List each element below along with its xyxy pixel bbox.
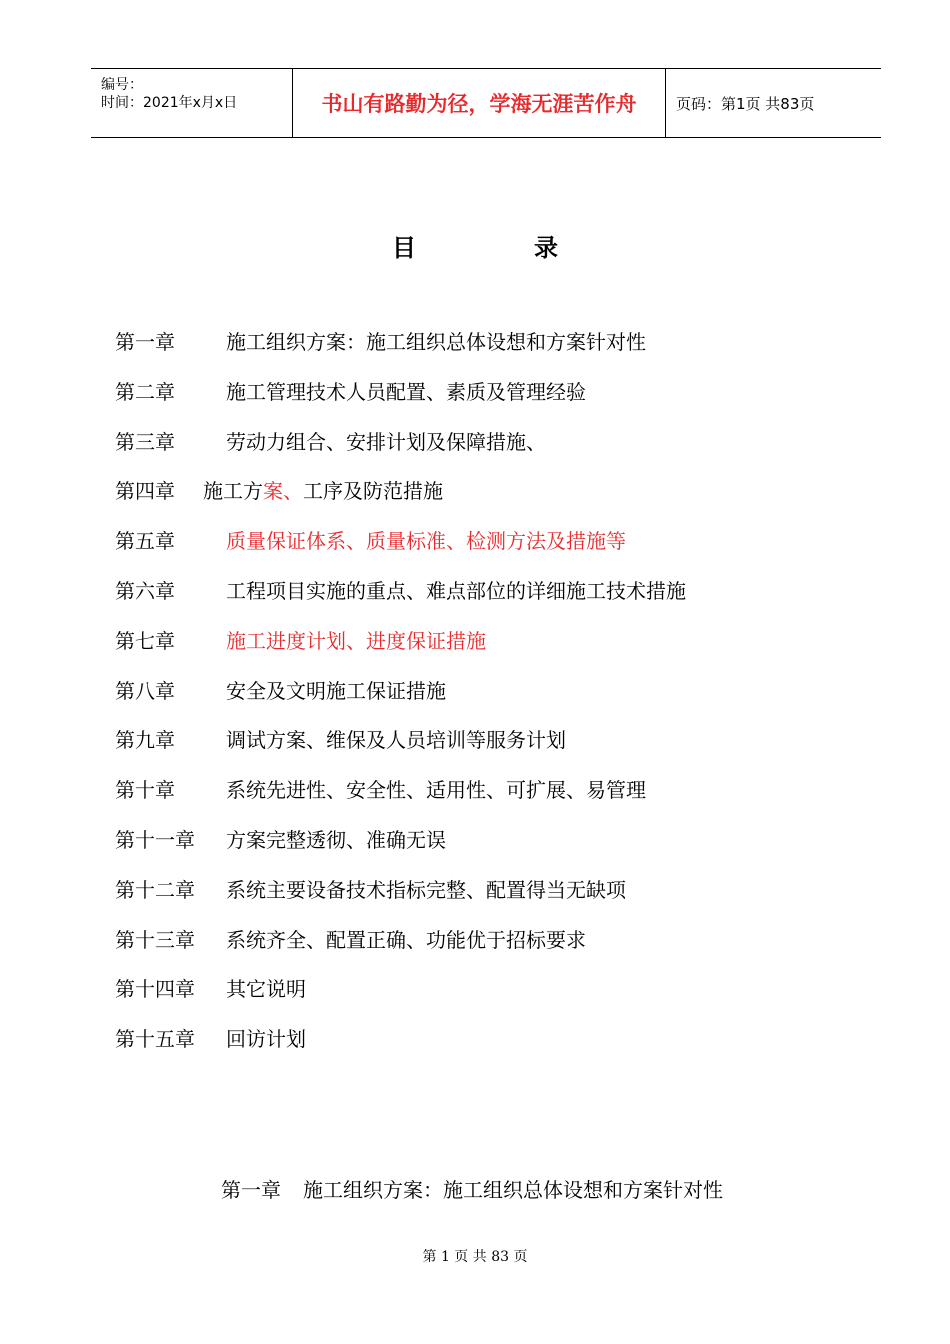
- toc-chapter: 第十三章: [115, 927, 195, 952]
- motto: 书山有路勤为径，学海无涯苦作舟: [321, 92, 637, 116]
- toc-chapter: 第十二章: [115, 877, 195, 902]
- toc-chapter-title: 工程项目实施的重点、难点部位的详细施工技术措施: [226, 578, 686, 603]
- toc-chapter: 第十章: [115, 778, 175, 803]
- header-page-cell: [666, 69, 881, 137]
- toc-item[interactable]: [115, 326, 875, 376]
- toc-item[interactable]: [115, 426, 875, 476]
- toc-item[interactable]: [115, 724, 875, 774]
- toc-chapter-title: 施工组织方案：施工组织总体设想和方案针对性: [226, 330, 646, 354]
- toc-item[interactable]: [115, 973, 875, 1023]
- time-label: 时间：2021年x月x日: [101, 95, 238, 111]
- toc-chapter: 第六章: [115, 578, 175, 603]
- chapter-heading: [221, 1174, 723, 1203]
- toc-chapter-title: 安全及文明施工保证措施: [226, 678, 446, 703]
- page-info: 页码：第1页 共83页: [676, 94, 815, 113]
- toc-title-char-2: 录: [534, 233, 558, 262]
- toc-chapter-title: 调试方案、维保及人员培训等服务计划: [226, 728, 566, 753]
- toc-chapter: 第四章: [115, 479, 175, 504]
- number-label: 编号：: [101, 77, 143, 93]
- header-motto-cell: [293, 69, 666, 137]
- toc-item[interactable]: [115, 824, 875, 874]
- toc-chapter-title: 质量保证体系、质量标准、检测方法及措施等: [226, 529, 626, 554]
- toc-item[interactable]: [115, 625, 875, 675]
- toc-chapter: 第九章: [115, 728, 175, 753]
- toc-chapter: 第五章: [115, 529, 175, 554]
- toc-title: [0, 228, 950, 263]
- toc-chapter-title: 系统主要设备技术指标完整、配置得当无缺项: [226, 877, 626, 902]
- toc-chapter: 第十四章: [115, 977, 195, 1002]
- toc-title-part-highlighted: 案、: [263, 479, 303, 504]
- toc-chapter-title: 系统齐全、配置正确、功能优于招标要求: [226, 927, 586, 952]
- toc-title-part: 施工方: [203, 479, 263, 504]
- toc-chapter-title: 其它说明: [226, 977, 306, 1002]
- chapter-heading-title: 施工组织方案：施工组织总体设想和方案针对性: [303, 1178, 723, 1202]
- toc-item[interactable]: [115, 1023, 875, 1073]
- table-of-contents: [115, 326, 875, 1073]
- toc-item[interactable]: [115, 475, 875, 525]
- toc-chapter-title: 系统先进性、安全性、适用性、可扩展、易管理: [226, 778, 646, 803]
- toc-item[interactable]: [115, 675, 875, 725]
- page-footer: 第 1 页 共 83 页: [422, 1249, 528, 1265]
- toc-chapter-title: 施工管理技术人员配置、素质及管理经验: [226, 379, 586, 404]
- toc-chapter: 第三章: [115, 429, 175, 454]
- toc-chapter-title: 回访计划: [226, 1027, 306, 1052]
- toc-title-char-1: 目: [392, 233, 416, 262]
- toc-chapter: 第八章: [115, 678, 175, 703]
- toc-item[interactable]: [115, 774, 875, 824]
- toc-item[interactable]: [115, 525, 875, 575]
- toc-chapter-title: [203, 475, 443, 507]
- document-header: [91, 68, 881, 138]
- chapter-heading-number: 第一章: [221, 1178, 281, 1202]
- toc-item[interactable]: [115, 575, 875, 625]
- toc-chapter: 第十五章: [115, 1027, 195, 1052]
- header-meta-cell: [91, 69, 293, 137]
- toc-chapter-title: 方案完整透彻、准确无误: [226, 827, 446, 852]
- toc-chapter: 第二章: [115, 379, 175, 404]
- toc-item[interactable]: [115, 874, 875, 924]
- toc-item[interactable]: [115, 924, 875, 974]
- toc-chapter: 第一章: [115, 330, 175, 354]
- toc-chapter-title: 劳动力组合、安排计划及保障措施、: [226, 429, 546, 454]
- toc-chapter: 第七章: [115, 628, 175, 653]
- toc-chapter: 第十一章: [115, 827, 195, 852]
- toc-chapter-title: 施工进度计划、进度保证措施: [226, 628, 486, 653]
- toc-item[interactable]: [115, 376, 875, 426]
- toc-title-part: 工序及防范措施: [303, 479, 443, 504]
